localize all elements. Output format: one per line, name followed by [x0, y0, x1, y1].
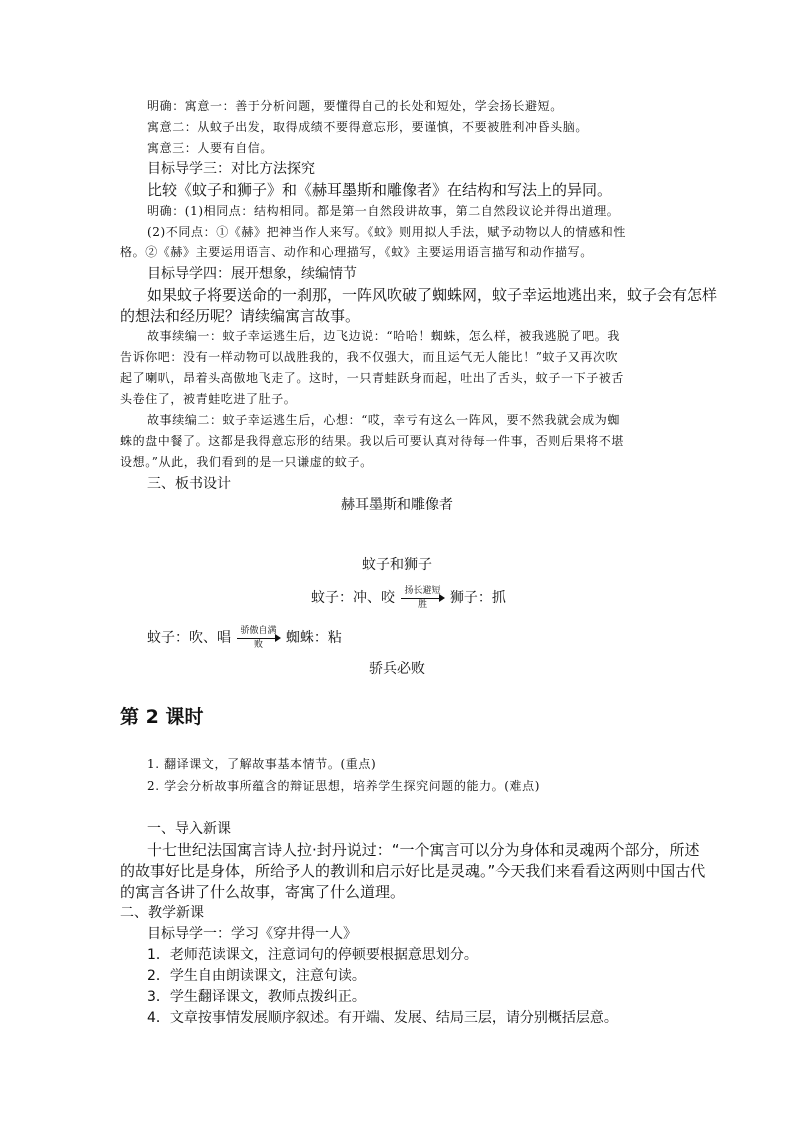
board-row-1	[311, 585, 506, 610]
text-line: 告诉你吧：没有一样动物可以战胜我的，我不仅强大，而且运气无人能比！”蚊子又再次吹	[120, 350, 619, 364]
text-line: 起了喇叭，昂着头高傲地飞走了。这时，一只青蛙跃身而起，吐出了舌头，蚊子一下子被舌	[120, 371, 625, 385]
text-line: 比较《蚊子和狮子》和《赫耳墨斯和雕像者》在结构和写法上的异同。	[147, 181, 613, 199]
right-arrow-icon	[401, 585, 443, 610]
text-line: 目标导学一：学习《穿井得一人》	[147, 926, 357, 942]
text-line: 目标导学四：展开想象，续编情节	[147, 266, 357, 282]
board-row-2	[147, 625, 342, 650]
text-line: 故事续编一：蚊子幸运逃生后，边飞边说：“哈哈！蜘蛛，怎么样，被我逃脱了吧。我	[147, 329, 620, 343]
section-label: 三、板书设计	[147, 476, 231, 492]
text-line: 故事续编二：蚊子幸运逃生后，心想：“哎，幸亏有这么一阵风，要不然我就会成为蜘	[147, 413, 620, 427]
arrow-label-top: 骄傲自满	[240, 625, 277, 636]
list-item: 4．文章按事情发展顺序叙述。有开端、发展、结局三层，请分别概括层意。	[147, 1010, 618, 1026]
text-line: 头卷住了，被青蛙吃进了肚子。	[120, 392, 297, 406]
board-row1-right: 狮子：抓	[449, 590, 506, 606]
section-heading: 第 2 课时	[120, 706, 204, 728]
arrow-label-top: 扬长避短	[404, 585, 441, 596]
board-conclusion: 骄兵必败	[369, 661, 425, 677]
text-line: 目标导学三：对比方法探究	[147, 161, 315, 177]
list-item: 1．老师范读课文，注意词句的停顿要根据意思划分。	[147, 947, 478, 963]
board-row2-left: 蚊子：吹、唱	[147, 630, 231, 646]
text-line: 格。②《赫》主要运用语言、动作和心理描写，《蚊》主要运用语言描写和动作描写。	[120, 245, 593, 259]
list-item: 3．学生翻译课文，教师点拨纠正。	[147, 989, 366, 1005]
text-line: 蛛的盘中餐了。这都是我得意忘形的结果。我以后可要认真对待每一件事，否则后果将不堪	[120, 434, 625, 448]
text-line: 十七世纪法国寓言诗人拉·封丹说过：“一个寓言可以分为身体和灵魂两个部分，所述	[147, 841, 700, 859]
text-line: 明确：(1)相同点：结构相同。都是第一自然段讲故事，第二自然段议论并得出道理。	[147, 204, 620, 218]
board-row1-left: 蚊子：冲、咬	[311, 590, 395, 606]
board-row2-right: 蜘蛛：粘	[285, 630, 342, 646]
right-arrow-icon	[237, 625, 279, 650]
list-item: 2．学生自由朗读课文，注意句读。	[147, 968, 366, 984]
arrow-label-bottom: 胜	[417, 599, 427, 610]
text-line: 的故事好比是身体，所给予人的教训和启示好比是灵魂。”今天我们来看看这两则中国古代	[120, 862, 706, 880]
goal-item: 1. 翻译课文，了解故事基本情节。(重点)	[147, 757, 377, 771]
board-title: 赫耳墨斯和雕像者	[341, 497, 453, 513]
text-line: (2)不同点：①《赫》把神当作人来写。《蚊》则用拟人手法，赋予动物以人的情感和性	[147, 225, 627, 239]
text-line: 的想法和经历呢？请续编寓言故事。	[120, 307, 361, 325]
section-label: 二、教学新课	[120, 905, 204, 921]
text-line: 寓意三：人要有自信。	[147, 141, 274, 155]
arrow-label-bottom: 败	[253, 639, 263, 650]
text-line: 如果蚊子将要送命的一刹那，一阵风吹破了蜘蛛网，蚊子幸运地逃出来，蚊子会有怎样	[147, 286, 718, 304]
text-line: 的寓言各讲了什么故事，寄寓了什么道理。	[120, 883, 406, 901]
board-subtitle: 蚊子和狮子	[362, 557, 432, 573]
text-line: 明确：寓意一：善于分析问题，要懂得自己的长处和短处，学会扬长避短。	[147, 99, 563, 113]
text-line: 设想。”从此，我们看到的是一只谦虚的蚊子。	[120, 455, 373, 469]
goal-item: 2. 学会分析故事所蕴含的辩证思想，培养学生探究问题的能力。(难点)	[147, 779, 541, 793]
section-label: 一、导入新课	[147, 821, 231, 837]
text-line: 寓意二：从蚊子出发，取得成绩不要得意忘形，要谨慎，不要被胜利冲昏头脑。	[147, 120, 589, 134]
